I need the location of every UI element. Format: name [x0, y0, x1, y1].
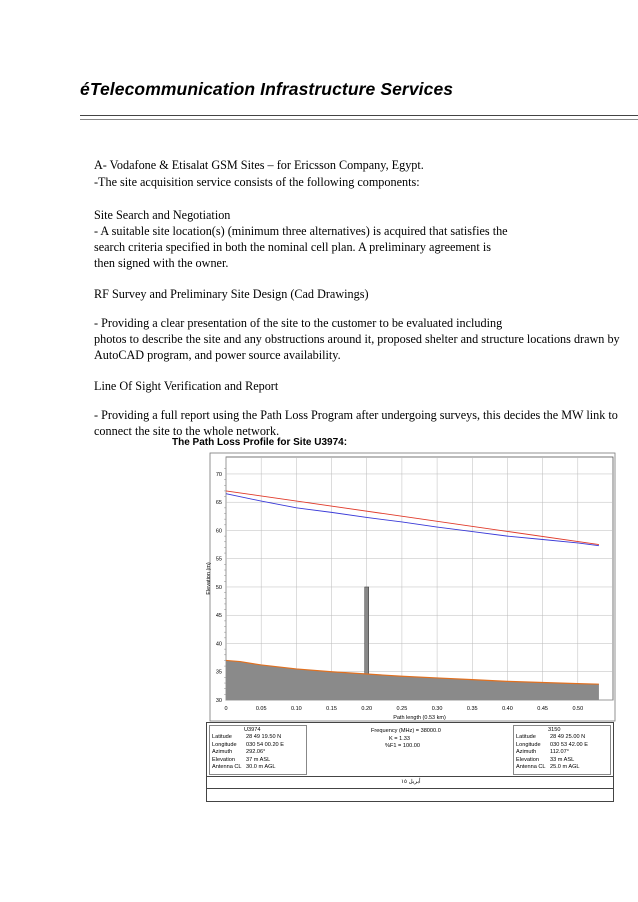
y-tick-label: 50	[215, 584, 222, 591]
k-factor-text: K = 1.33	[389, 736, 410, 742]
x-tick-label: 0.40	[502, 706, 513, 712]
panel-footer-text: أبريل ١٥	[401, 779, 421, 785]
y-tick-label: 35	[215, 669, 222, 676]
paragraph-line: AutoCAD program, and power source availability.	[94, 348, 341, 362]
site-right-row-label: Antenna CL	[516, 764, 546, 771]
site-right-row-label: Longitude	[516, 741, 541, 748]
site-right-row-value: 33 m ASL	[550, 756, 575, 763]
site-left-row-label: Elevation	[212, 756, 236, 763]
y-tick-label: 45	[215, 613, 222, 620]
site-left-row-value: 28 49 19.50 N	[246, 734, 282, 740]
site-left-row-value: 292.06°	[246, 749, 266, 756]
center-info-box	[309, 725, 509, 773]
section-title-rf-survey: RF Survey and Preliminary Site Design (Cad Drawings)	[94, 287, 369, 301]
chart-title: The Path Loss Profile for Site U3974:	[172, 437, 348, 448]
intro-line-2: -The site acquisition service consists of the following components:	[94, 175, 420, 189]
x-tick-label: 0	[224, 706, 228, 712]
site-right-row-value: 112.07°	[550, 749, 569, 756]
x-tick-label: 0.20	[361, 706, 373, 712]
x-axis-label: Path length (0.53 km)	[393, 715, 446, 721]
site-left-name: U3974	[244, 727, 261, 733]
x-tick-label: 0.30	[431, 706, 443, 712]
site-left-row-label: Azimuth	[212, 749, 233, 756]
paragraph-line: photos to describe the site and any obstructions around it, proposed shelter and structure locations drawn by	[94, 332, 620, 346]
y-tick-label: 30	[215, 698, 222, 704]
x-tick-label: 0.50	[572, 706, 584, 712]
x-tick-label: 0.25	[396, 706, 408, 712]
site-left-row-value: 030 54 00.20 E	[246, 741, 284, 748]
paragraph-line: - Providing a clear presentation of the site to the customer to be evaluated including	[94, 316, 503, 330]
site-left-row-value: 37 m ASL	[246, 756, 271, 763]
y-tick-label: 70	[215, 471, 222, 478]
y-tick-label: 60	[215, 528, 222, 535]
y-axis-label: Elevation (m)	[206, 562, 212, 595]
site-left-row-label: Longitude	[212, 741, 237, 748]
section-title-site-search: Site Search and Negotiation	[94, 208, 231, 222]
panel-empty-row	[207, 788, 613, 801]
x-tick-label: 0.35	[466, 706, 478, 712]
site-right-row-label: Azimuth	[516, 749, 537, 756]
mast-bar	[365, 587, 369, 674]
x-tick-label: 0.05	[255, 706, 267, 712]
site-right-box	[513, 725, 611, 775]
frequency-text: Frequency (MHz) = 38000.0	[371, 728, 441, 734]
plot-area	[226, 457, 613, 700]
site-left-row-value: 30.0 m AGL	[246, 764, 276, 771]
site-right-row-label: Elevation	[516, 756, 540, 763]
y-tick-label: 65	[215, 500, 222, 507]
site-left-row-label: Latitude	[212, 734, 232, 740]
site-right-row-label: Latitude	[516, 734, 536, 740]
site-right-row-value: 28 49 25.00 N	[550, 734, 586, 740]
x-tick-label: 0.15	[326, 706, 337, 712]
header-title: éTelecommunication Infrastructure Services	[80, 79, 454, 99]
f1-text: %F1 = 100.00	[385, 743, 420, 749]
site-right-name: 3150	[548, 727, 561, 733]
y-tick-label: 55	[215, 556, 222, 563]
paragraph-line: then signed with the owner.	[94, 256, 229, 270]
paragraph-line: - Providing a full report using the Path Loss Program after undergoing surveys, this decides the MW link to	[94, 408, 618, 422]
site-info-panel	[206, 722, 614, 802]
site-right-row-value: 030 53 42.00 E	[550, 741, 588, 748]
paragraph-line: - A suitable site location(s) (minimum three alternatives) is acquired that satisfies the	[94, 224, 508, 238]
intro-line: A- Vodafone & Etisalat GSM Sites – for Ericsson Company, Egypt.	[94, 158, 424, 172]
site-right-row-value: 25.0 m AGL	[550, 764, 580, 771]
site-left-row-label: Antenna CL	[212, 764, 242, 771]
paragraph-line: search criteria specified in both the nominal cell plan. A preliminary agreement is	[94, 240, 491, 254]
x-tick-label: 0.45	[537, 706, 548, 712]
y-tick-label: 40	[215, 641, 222, 648]
section-title-line-of-sight: Line Of Sight Verification and Report	[94, 379, 279, 393]
x-tick-label: 0.10	[291, 706, 302, 712]
paragraph-line: connect the site to the whole network.	[94, 424, 280, 438]
site-left-box	[209, 725, 307, 775]
